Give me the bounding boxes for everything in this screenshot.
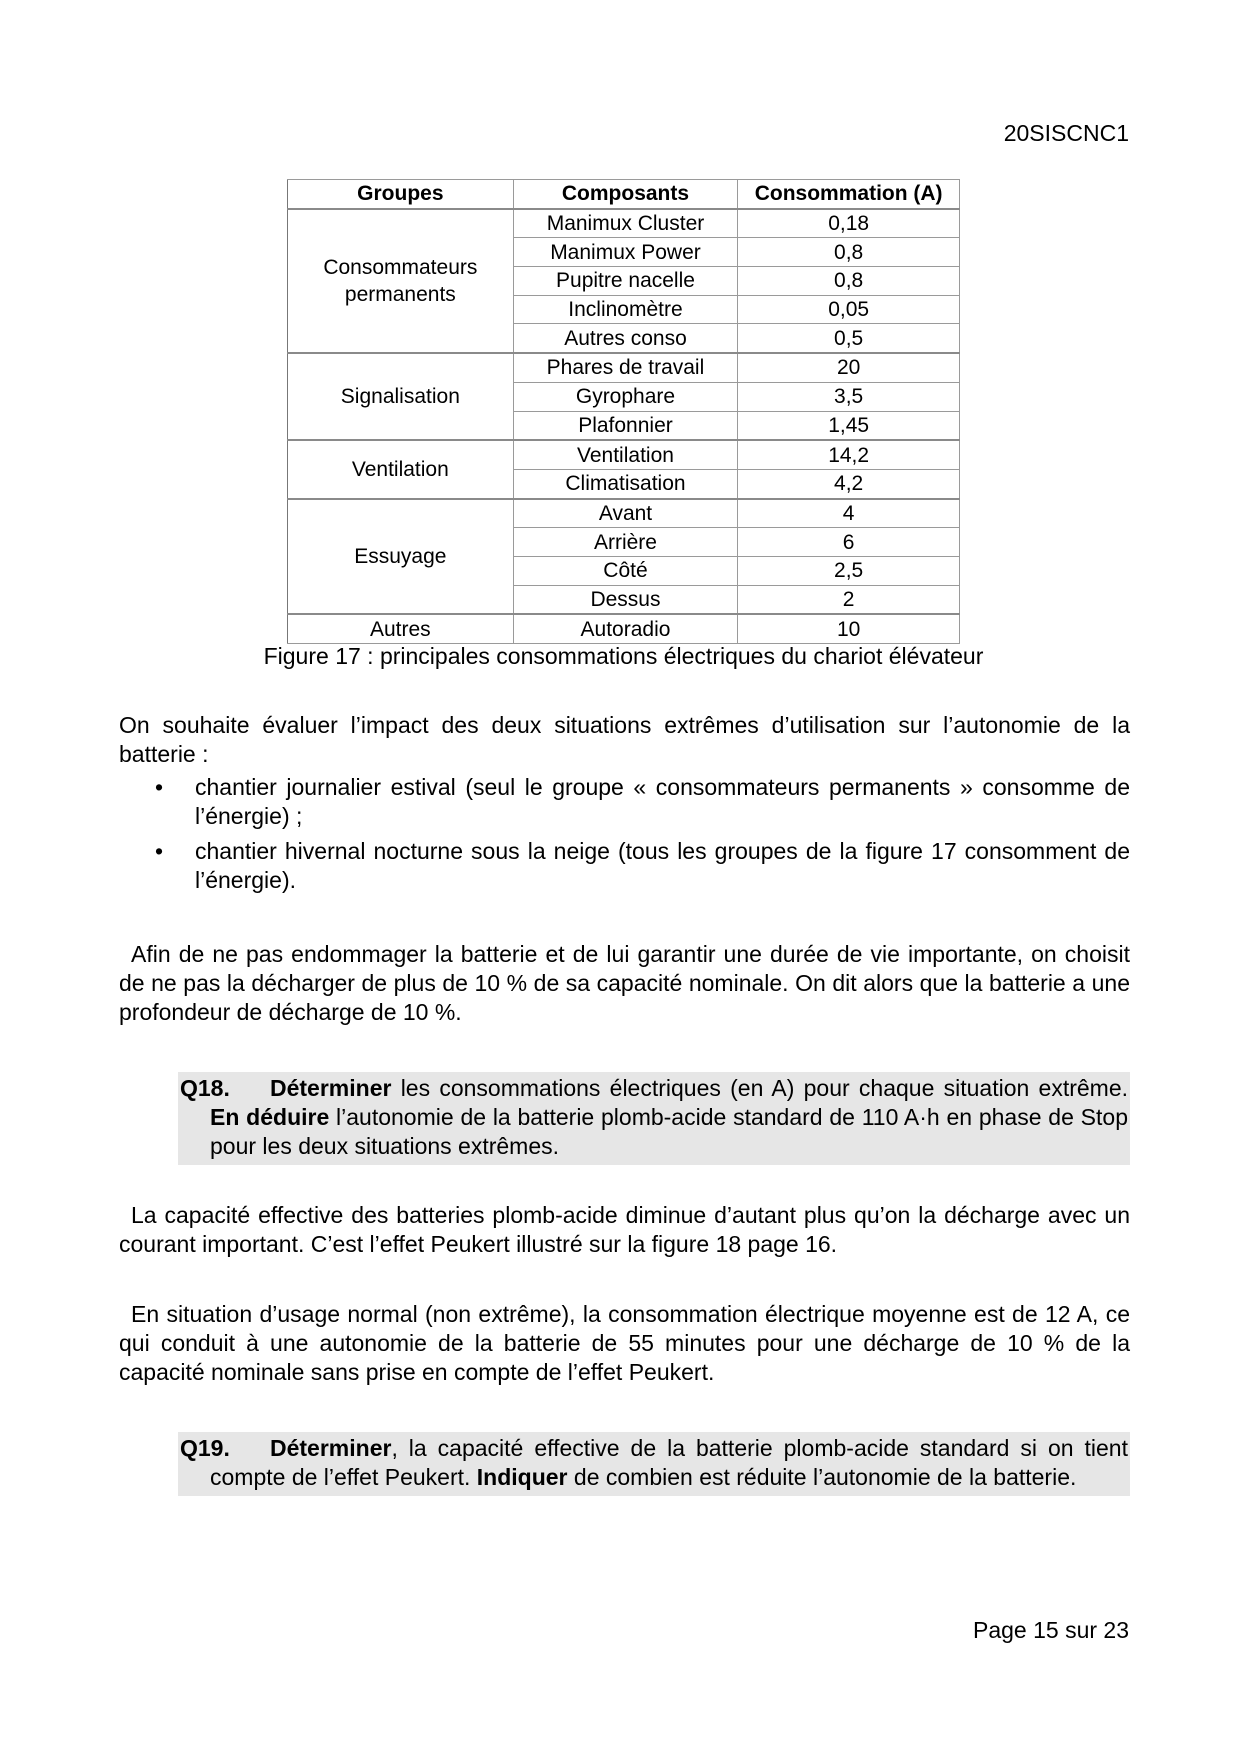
consumption-table [287, 179, 960, 644]
question-number: Q18. [180, 1075, 230, 1101]
value-cell: 2,5 [738, 556, 960, 585]
table-row [288, 353, 960, 382]
peukert-paragraph: La capacité effective des batteries plomb-acide diminue d’autant plus qu’on la décharge avec un courant important. C’est l’effet Peukert illustré sur la figure 18 page 16. [119, 1202, 1130, 1257]
column-header-groupes: Groupes [288, 180, 514, 209]
group-cell: Consommateurs permanents [288, 209, 514, 353]
component-cell: Autoradio [513, 614, 738, 643]
value-cell: 10 [738, 614, 960, 643]
question-verb: En déduire [210, 1104, 330, 1130]
question-text: les consommations électriques (en A) pour chaque situation extrême. [391, 1075, 1128, 1101]
component-cell: Avant [513, 499, 738, 528]
table-row [288, 614, 960, 643]
question-text: l’autonomie de la batterie plomb-acide standard de 110 A·h en phase de Stop pour les deux situations extrêmes. [210, 1104, 1128, 1159]
value-cell: 4,2 [738, 469, 960, 498]
list-item [119, 773, 1130, 831]
component-cell: Côté [513, 556, 738, 585]
question-number: Q19. [180, 1435, 230, 1461]
discharge-paragraph: Afin de ne pas endommager la batterie et de lui garantir une durée de vie importante, on choisit de ne pas la décharger de plus de 10 % de sa capacité nominale. On dit alors que la batterie a une profondeur de décharge de 10 %. [119, 941, 1130, 1025]
question-text: , la capacité effective de la batterie plomb-acide standard si on tient compte de l’effet Peukert. [210, 1435, 1128, 1490]
column-header-consommation: Consommation (A) [738, 180, 960, 209]
question-verb: Déterminer [270, 1075, 392, 1101]
column-header-composants: Composants [513, 180, 738, 209]
group-cell: Autres [288, 614, 514, 643]
value-cell: 0,8 [738, 267, 960, 296]
document-code: 20SISCNC1 [1003, 120, 1129, 146]
component-cell: Manimux Cluster [513, 209, 738, 238]
component-cell: Arrière [513, 528, 738, 557]
value-cell: 0,18 [738, 209, 960, 238]
component-cell: Plafonnier [513, 411, 738, 440]
bullet-icon: • [155, 838, 164, 864]
normal-usage-paragraph: En situation d’usage normal (non extrême), la consommation électrique moyenne est de 12 A, ce qui conduit à une autonomie de la batterie de 55 minutes pour une décharge de 10 % de la capacité nominale sans prise en compte de l’effet Peukert. [119, 1301, 1130, 1385]
component-cell: Dessus [513, 585, 738, 614]
value-cell: 0,8 [738, 238, 960, 267]
page-number: Page 15 sur 23 [972, 1617, 1129, 1643]
bullet-icon: • [155, 774, 164, 800]
intro-paragraph: On souhaite évaluer l’impact des deux situations extrêmes d’utilisation sur l’autonomie de la batterie : [119, 712, 1130, 767]
question-text: de combien est réduite l’autonomie de la batterie. [567, 1464, 1077, 1490]
group-cell: Signalisation [288, 353, 514, 440]
value-cell: 3,5 [738, 382, 960, 411]
component-cell: Inclinomètre [513, 295, 738, 324]
list-item-text: chantier journalier estival (seul le groupe « consommateurs permanents » consomme de l’énergie) ; [195, 774, 1130, 829]
value-cell: 14,2 [738, 440, 960, 469]
situation-list [119, 773, 1130, 901]
question-q19 [178, 1432, 1130, 1496]
value-cell: 0,5 [738, 324, 960, 353]
question-verb: Déterminer [270, 1435, 392, 1461]
table-row [288, 499, 960, 528]
question-q18 [178, 1072, 1130, 1165]
value-cell: 0,05 [738, 295, 960, 324]
value-cell: 6 [738, 528, 960, 557]
component-cell: Gyrophare [513, 382, 738, 411]
component-cell: Autres conso [513, 324, 738, 353]
list-item [119, 837, 1130, 895]
component-cell: Ventilation [513, 440, 738, 469]
table-row [288, 440, 960, 469]
group-cell: Ventilation [288, 440, 514, 498]
table-row [288, 209, 960, 238]
value-cell: 2 [738, 585, 960, 614]
question-verb: Indiquer [476, 1464, 568, 1490]
component-cell: Manimux Power [513, 238, 738, 267]
component-cell: Climatisation [513, 469, 738, 498]
component-cell: Pupitre nacelle [513, 267, 738, 296]
value-cell: 20 [738, 353, 960, 382]
component-cell: Phares de travail [513, 353, 738, 382]
value-cell: 4 [738, 499, 960, 528]
figure-caption: Figure 17 : principales consommations électriques du chariot élévateur [263, 643, 984, 669]
table-header-row [288, 180, 960, 209]
value-cell: 1,45 [738, 411, 960, 440]
list-item-text: chantier hivernal nocturne sous la neige (tous les groupes de la figure 17 consomment de l’énergie). [195, 838, 1130, 893]
group-cell: Essuyage [288, 499, 514, 615]
